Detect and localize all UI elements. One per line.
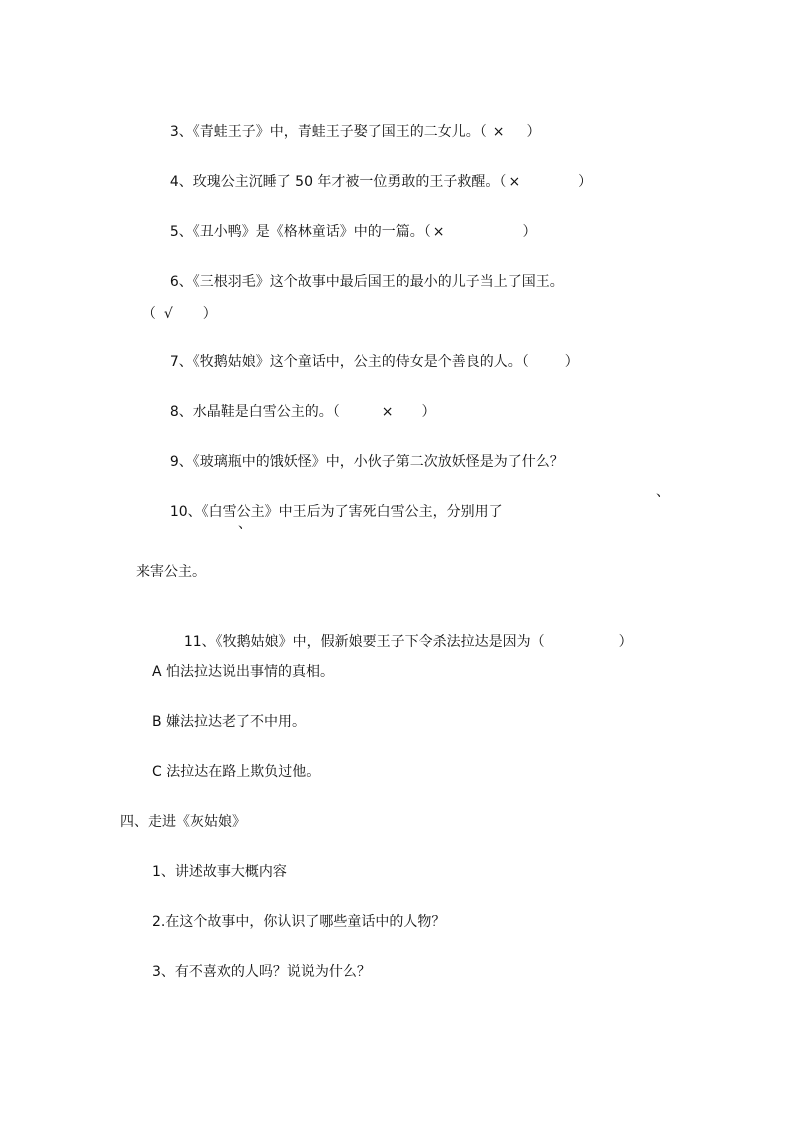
question-9-text: 9、《玻璃瓶中的饿妖怪》中，小伙子第二次放妖怪是为了什么？ [169, 454, 564, 470]
question-5-text: 5、《丑小鸭》是《格林童话》中的一篇。（ [169, 224, 431, 240]
answer-paren-close: ） [564, 354, 579, 370]
question-10-text: 10、《白雪公主》中王后为了害死白雪公主，分别用了 [169, 504, 503, 520]
answer-mark: × [381, 404, 394, 420]
answer-paren-open: （ [141, 306, 156, 322]
answer-mark: × [492, 124, 505, 140]
option-a: A 怕法拉达说出事情的真相。 [152, 664, 335, 680]
question-4-text: 4、玫瑰公主沉睡了 50 年才被一位勇敢的王子救醒。（ [169, 174, 507, 190]
blank-separator: 、 [656, 484, 670, 500]
blank-separator: 、 [238, 516, 252, 532]
answer-paren-close: ） [202, 306, 217, 322]
answer-paren-close: ） [421, 404, 436, 420]
option-b: B 嫌法拉达老了不中用。 [152, 714, 307, 730]
answer-paren-close: ） [578, 174, 593, 190]
option-c: C 法拉达在路上欺负过他。 [152, 764, 321, 780]
answer-paren-close: ） [526, 124, 541, 140]
answer-paren-close: ） [522, 224, 537, 240]
answer-mark: √ [163, 306, 173, 322]
question-8-text: 8、水晶鞋是白雪公主的。（ [169, 404, 340, 420]
answer-mark: × [432, 224, 445, 240]
section-4-question: 2.在这个故事中，你认识了哪些童话中的人物？ [152, 914, 446, 930]
question-7-text: 7、《牧鹅姑娘》这个童话中，公主的侍女是个善良的人。（ [169, 354, 529, 370]
section-4-title: 四、走进《灰姑娘》 [120, 814, 246, 830]
question-10 [152, 482, 503, 542]
question-11-text: 11、《牧鹅姑娘》中，假新娘要王子下令杀法拉达是因为（ [183, 634, 545, 650]
answer-mark: × [508, 174, 521, 190]
section-4-question: 3、有不喜欢的人吗？说说为什么？ [152, 964, 371, 980]
answer-paren-close: ） [618, 634, 633, 650]
question-6-text: 6、《三根羽毛》这个故事中最后国王的最小的儿子当上了国王。 [169, 274, 564, 290]
section-4-question: 1、讲述故事大概内容 [152, 864, 287, 880]
question-3-text: 3、《青蛙王子》中，青蛙王子娶了国王的二女儿。（ [169, 124, 487, 140]
question-10-tail: 来害公主。 [136, 564, 206, 580]
